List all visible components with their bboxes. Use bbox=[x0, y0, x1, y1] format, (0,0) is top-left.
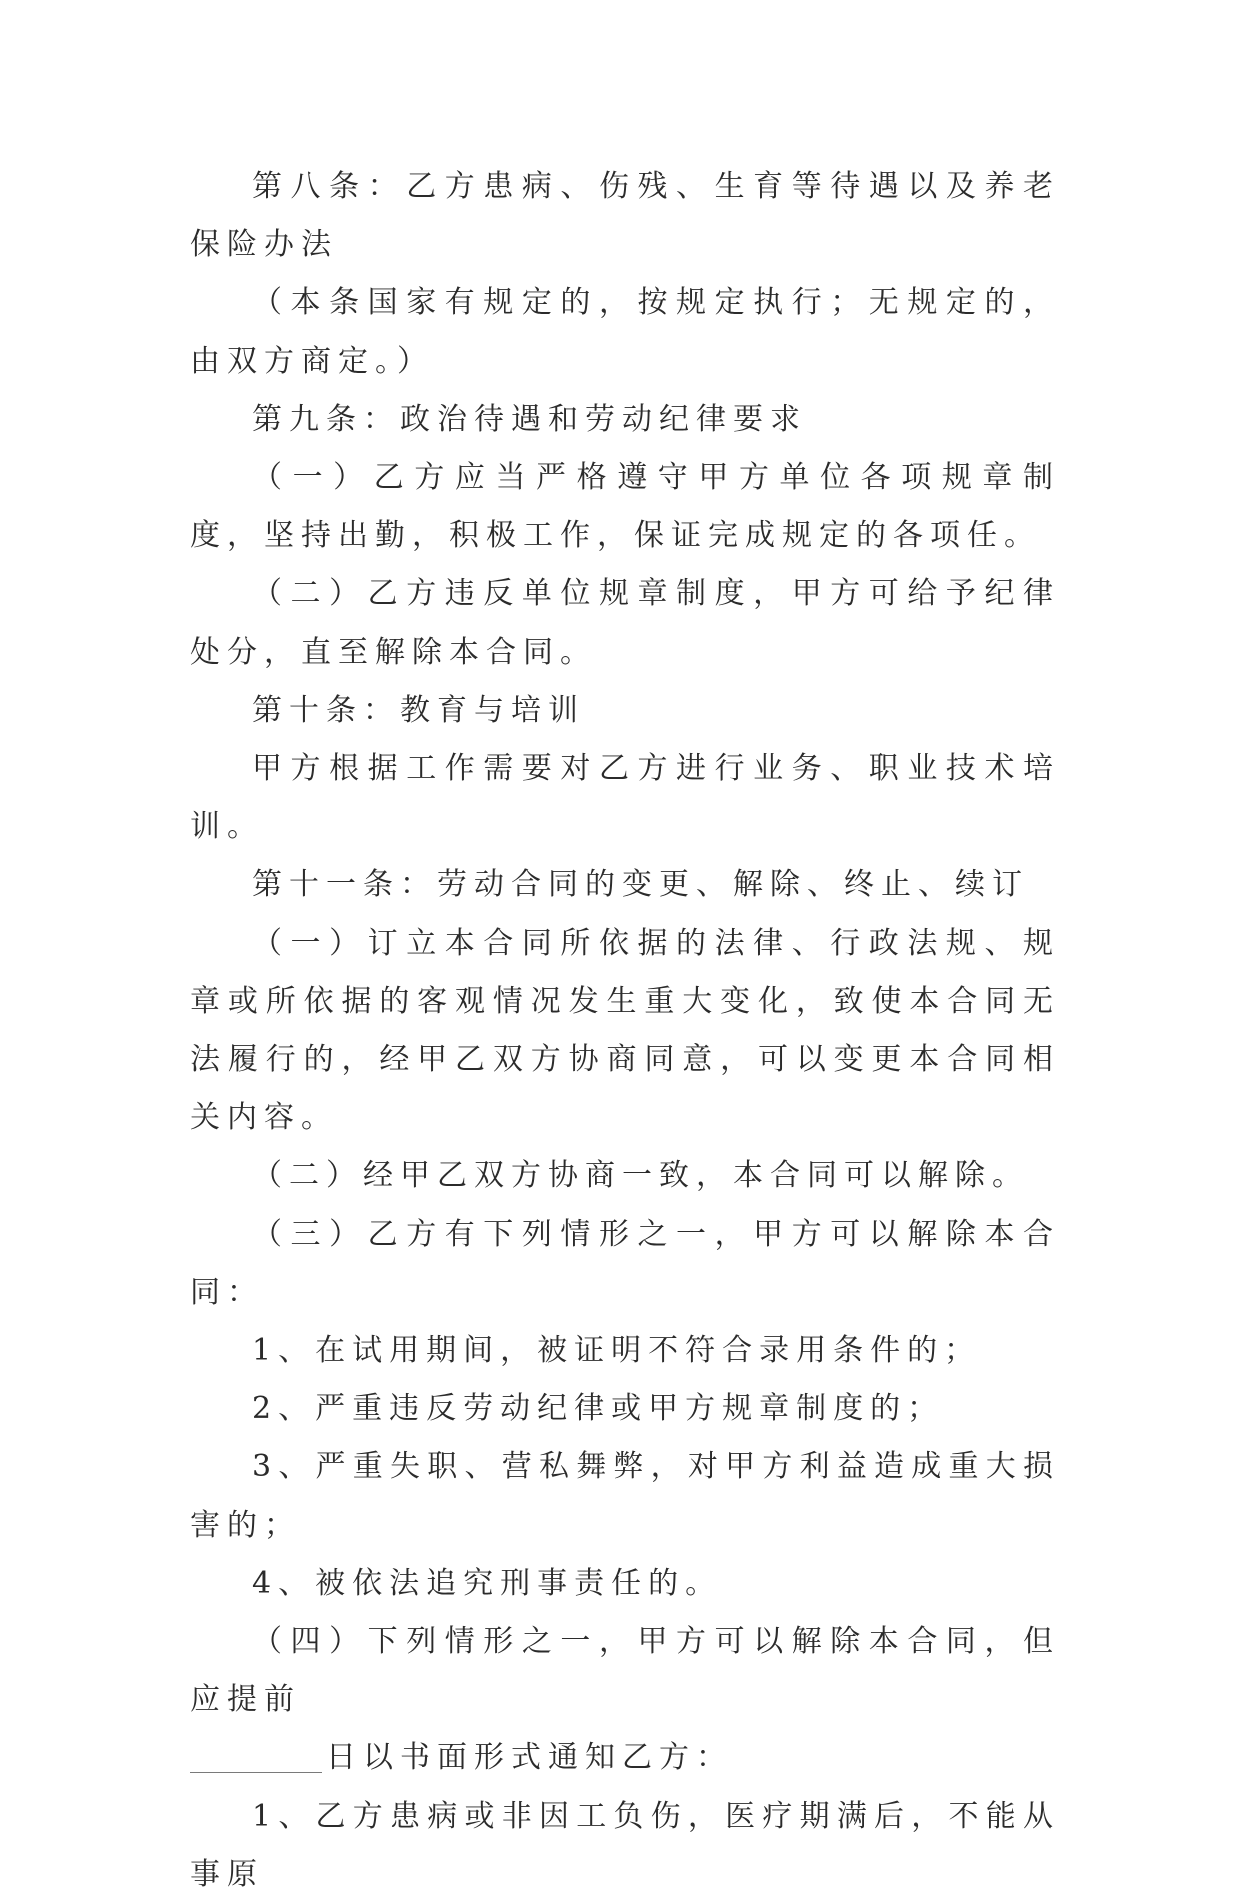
article-11-clause-4-continuation bbox=[190, 1729, 1060, 1787]
article-11-clause-3-item-3: 3、严重失职、营私舞弊，对甲方利益造成重大损害的； bbox=[190, 1449, 1060, 1543]
article-11-clause-3: （三）乙方有下列情形之一，甲方可以解除本合同： bbox=[190, 1216, 1060, 1310]
article-11-clause-4-item-1: 1、乙方患病或非因工负伤，医疗期满后，不能从事原 bbox=[190, 1798, 1060, 1892]
article-11-clause-2: （二）经甲乙双方协商一致，本合同可以解除。 bbox=[252, 1158, 1029, 1194]
article-9-clause-1: （一）乙方应当严格遵守甲方单位各项规章制度，坚持出勤，积极工作，保证完成规定的各项任。 bbox=[190, 460, 1060, 554]
article-11-clause-3-item-4: 4、被依法追究刑事责任的。 bbox=[252, 1565, 723, 1601]
article-11-clause-3-item-1: 1、在试用期间，被证明不符合录用条件的； bbox=[252, 1333, 982, 1369]
document-body bbox=[190, 158, 1060, 1904]
fill-in-blank-line bbox=[190, 1742, 322, 1773]
article-10-body: 甲方根据工作需要对乙方进行业务、职业技术培训。 bbox=[190, 751, 1060, 845]
article-10-heading: 第十条：教育与培训 bbox=[252, 692, 585, 728]
article-11-clause-4-continuation-text: 日以书面形式通知乙方： bbox=[326, 1740, 733, 1776]
article-11-clause-4: （四）下列情形之一，甲方可以解除本合同，但应提前 bbox=[190, 1624, 1060, 1718]
article-11-clause-1: （一）订立本合同所依据的法律、行政法规、规章或所依据的客观情况发生重大变化，致使本合同无法履行的，经甲乙双方协商同意，可以变更本合同相关内容。 bbox=[190, 925, 1060, 1136]
article-9-clause-2: （二）乙方违反单位规章制度，甲方可给予纪律处分，直至解除本合同。 bbox=[190, 576, 1060, 670]
article-11-clause-3-item-2: 2、严重违反劳动纪律或甲方规章制度的； bbox=[252, 1391, 945, 1427]
article-11-heading: 第十一条：劳动合同的变更、解除、终止、续订 bbox=[252, 867, 1029, 903]
article-8-heading: 第八条：乙方患病、伤残、生育等待遇以及养老保险办法 bbox=[190, 169, 1060, 263]
article-9-heading: 第九条：政治待遇和劳动纪律要求 bbox=[252, 401, 807, 437]
article-8-note: （本条国家有规定的，按规定执行；无规定的，由双方商定。） bbox=[190, 285, 1060, 379]
